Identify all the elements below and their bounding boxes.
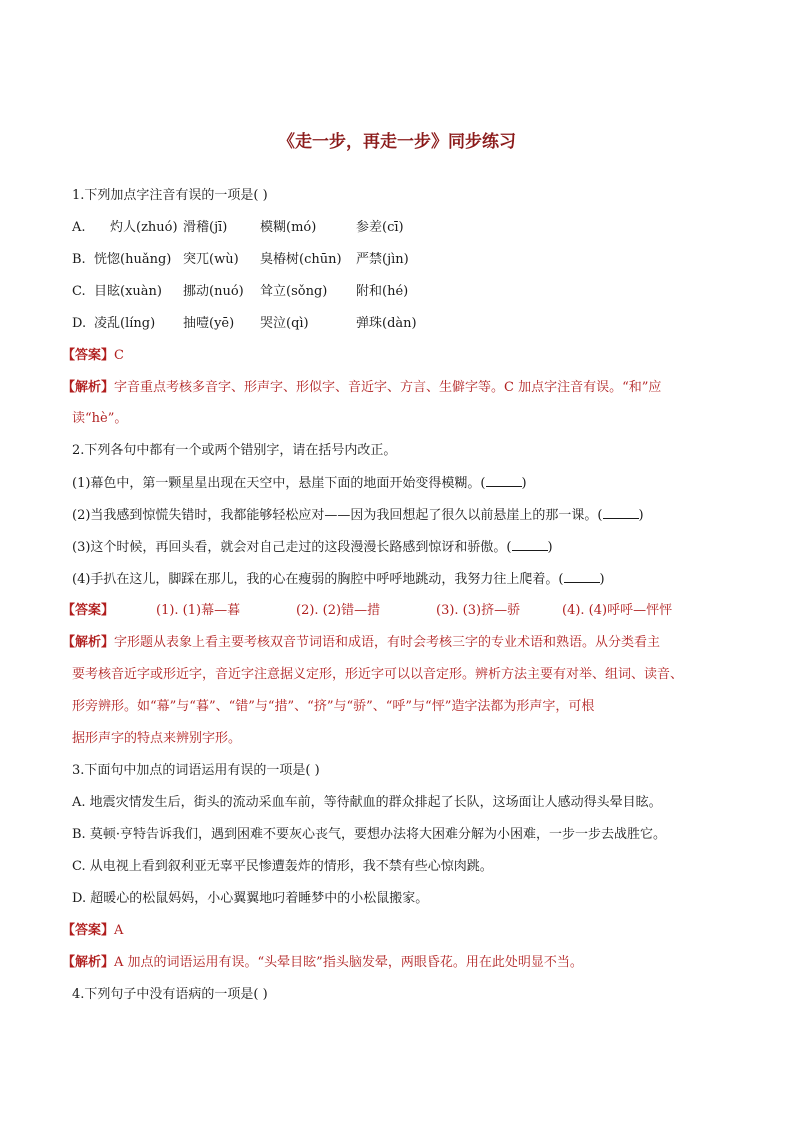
item-text: (2)当我感到惊慌失错时，我都能够轻松应对——因为我回想起了很久以前悬崖上的那一课。( xyxy=(72,508,603,523)
option-letter: A. xyxy=(72,220,86,235)
q3-option-d: D. 超暖心的松鼠妈妈，小心翼翼地叼着睡梦中的小松鼠搬家。 xyxy=(72,891,429,906)
answer-label: 【答案】 xyxy=(62,923,115,938)
item-text: (3)这个时候，再回头看，就会对自己走过的这段漫漫长路感到惊讶和骄傲。( xyxy=(72,540,512,555)
answer-label: 【答案】 xyxy=(62,603,115,618)
q4-stem: 4.下列句子中没有语病的一项是( ) xyxy=(72,987,268,1002)
answer-item: (3). (3)挤—骄 xyxy=(436,603,521,618)
item-end: ) xyxy=(599,572,605,587)
item-end: ) xyxy=(638,508,644,523)
answer-item: (1). (1)幕—暮 xyxy=(156,603,241,618)
q3-analysis xyxy=(62,955,712,971)
q2-item-1 xyxy=(72,475,722,492)
q3-stem: 3.下面句中加点的词语运用有误的一项是( ) xyxy=(72,763,320,778)
q2-item-3 xyxy=(72,539,722,556)
answer-value: C xyxy=(114,348,124,363)
q2-analysis-line-4: 据形声字的特点来辨别字形。 xyxy=(72,731,242,746)
answer-value: A xyxy=(114,923,124,938)
item-text: (4)手扒在这儿，脚踩在那儿，我的心在瘦弱的胸腔中呼呼地跳动，我努力往上爬着。( xyxy=(72,572,564,587)
answer-blank[interactable] xyxy=(564,571,600,583)
answer-blank[interactable] xyxy=(486,475,522,487)
option-item: 目眩(xuàn) xyxy=(94,284,162,299)
option-item: 哭泣(qì) xyxy=(260,316,309,331)
option-item: 臭椿树(chūn) xyxy=(260,252,342,267)
q1-stem: 1.下列加点字注音有误的一项是( ) xyxy=(72,188,268,203)
q2-item-2 xyxy=(72,507,722,524)
q2-stem: 2.下列各句中都有一个或两个错别字，请在括号内改正。 xyxy=(72,443,397,458)
analysis-label: 【解析】 xyxy=(62,380,115,395)
q2-analysis-line-3: 形旁辨形。如“幕”与“暮”、“错”与“措”、“挤”与“骄”、“呼”与“怦”造字法都为形声字，可根 xyxy=(72,699,595,714)
analysis-label: 【解析】 xyxy=(62,955,115,970)
analysis-text: A 加点的词语运用有误。“头晕目眩”指头脑发晕，两眼昏花。用在此处明显不当。 xyxy=(114,955,583,970)
q3-option-a: A. 地震灾情发生后，街头的流动采血车前，等待献血的群众排起了长队，这场面让人感动得头晕目眩。 xyxy=(72,795,662,810)
q1-analysis-line-2: 读“hè”。 xyxy=(72,411,128,426)
q1-analysis-line-1 xyxy=(62,380,712,396)
q3-option-b: B. 莫顿·亨特告诉我们，遇到困难不要灰心丧气，要想办法将大困难分解为小困难，一步一步去战胜它。 xyxy=(72,827,666,842)
analysis-text: 字音重点考核多音字、形声字、形似字、音近字、方言、生僻字等。C 加点字注音有误。“和”应 xyxy=(114,380,662,395)
option-letter: B. xyxy=(72,252,86,267)
q3-option-c: C. 从电视上看到叙利亚无辜平民惨遭轰炸的情形，我不禁有些心惊肉跳。 xyxy=(72,859,493,874)
q1-option-a xyxy=(72,220,722,236)
answer-item: (2). (2)错—措 xyxy=(296,603,381,618)
option-item: 挪动(nuó) xyxy=(183,284,244,299)
option-item: 弹珠(dàn) xyxy=(356,316,417,331)
q1-option-d xyxy=(72,316,722,332)
option-item: 突兀(wù) xyxy=(183,252,239,267)
analysis-text: 字形题从表象上看主要考核双音节词语和成语，有时会考核三字的专业术语和熟语。从分类看主 xyxy=(114,635,661,650)
option-letter: C. xyxy=(72,284,86,299)
q2-analysis-line-2: 要考核音近字或形近字，音近字注意据义定形，形近字可以以音定形。辨析方法主要有对举、组词、读音、 xyxy=(72,667,684,682)
q1-answer xyxy=(62,348,712,364)
option-item: 抽噎(yē) xyxy=(183,316,235,331)
q3-answer xyxy=(62,923,712,939)
option-item: 附和(hé) xyxy=(356,284,409,299)
item-end: ) xyxy=(547,540,553,555)
option-item: 恍惚(huǎng) xyxy=(94,252,172,267)
option-item: 参差(cī) xyxy=(356,220,404,235)
answer-item: (4). (4)呼呼—怦怦 xyxy=(562,603,673,618)
option-item: 滑稽(jī) xyxy=(183,220,228,235)
option-item: 灼人(zhuó) xyxy=(110,220,178,235)
q2-analysis-line-1 xyxy=(62,635,712,651)
q1-option-c xyxy=(72,284,722,300)
item-end: ) xyxy=(521,476,527,491)
q2-item-4 xyxy=(72,571,722,588)
answer-blank[interactable] xyxy=(512,539,548,551)
page-title: 《走一步，再走一步》同步练习 xyxy=(278,132,516,152)
option-item: 模糊(mó) xyxy=(260,220,317,235)
q1-option-b xyxy=(72,252,722,268)
item-text: (1)幕色中，第一颗星星出现在天空中，悬崖下面的地面开始变得模糊。( xyxy=(72,476,486,491)
answer-blank[interactable] xyxy=(603,507,639,519)
option-item: 耸立(sǒng) xyxy=(260,284,328,299)
option-letter: D. xyxy=(72,316,87,331)
option-item: 严禁(jìn) xyxy=(356,252,409,267)
answer-label: 【答案】 xyxy=(62,348,115,363)
option-item: 凌乱(líng) xyxy=(94,316,156,331)
q2-answer xyxy=(62,603,712,619)
analysis-label: 【解析】 xyxy=(62,635,115,650)
